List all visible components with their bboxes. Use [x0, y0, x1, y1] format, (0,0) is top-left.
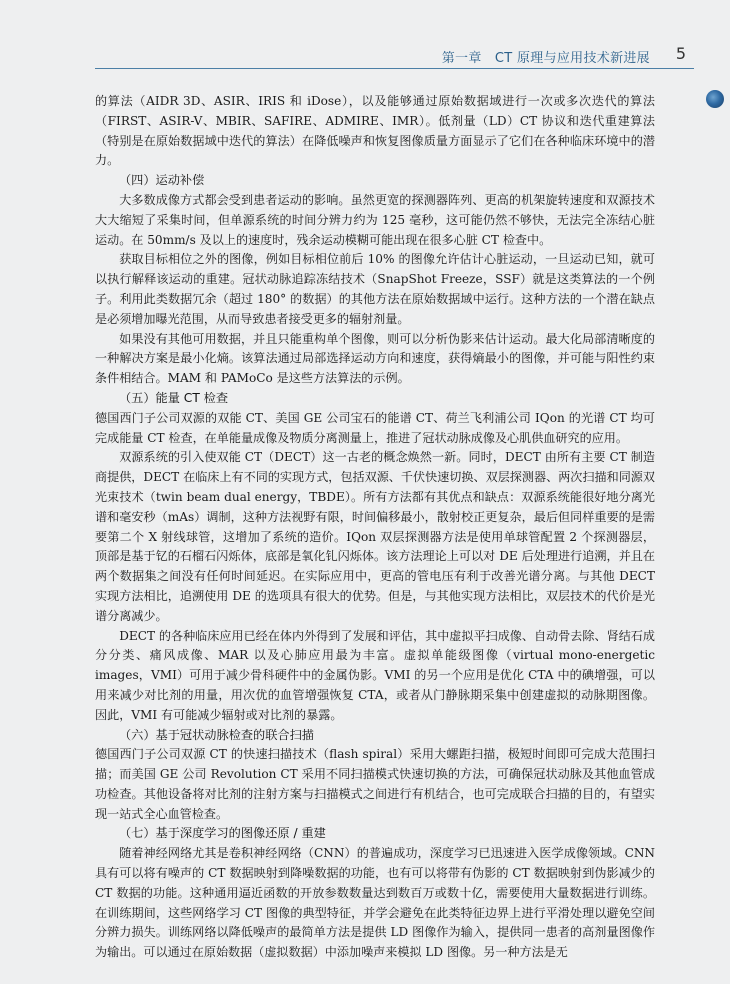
section-heading-energy-ct: （五）能量 CT 检查	[119, 390, 229, 405]
body-text	[95, 92, 655, 963]
header-divider	[95, 68, 694, 69]
paragraph: 大多数成像方式都会受到患者运动的影响。虽然更宽的探测器阵列、更高的机架旋转速度和双源技术大大缩短了采集时间，但单源系统的时间分辨力约为 125 毫秒，这可能仍然不够快，无法完全冻结心脏运动。在 50mm/s 及以上的速度时，残余运动模糊可能出现在很多心脏 CT 检查中。	[95, 192, 655, 247]
paragraph: 双源系统的引入使双能 CT（DECT）这一古老的概念焕然一新。同时，DECT 由所有主要 CT 制造商提供，DECT 在临床上有不同的实现方式，包括双源、千伏快速切换、双层探测器、两次扫描和同源双光束技术（twin beam dual energy，TBDE）。所有方法都有其优点和缺点：双源系统能很好地分离光谱和毫安秒（mAs）调制，这种方法视野有限，时间偏移最小，散射校正更复杂，最后但同样重要的是需要第二个 X 射线球管，这增加了系统的造价。IQon 双层探测器方法是使用单球管配置 2 个探测器层，顶部是基于钇的石榴石闪烁体，底部是氧化钆闪烁体。该方法理论上可以对 DE 后处理进行追溯，并且在两个数据集之间没有任何时间延迟。在实际应用中，更高的管电压有利于改善光谱分离。与其他 DECT 实现方法相比，追溯使用 DE 的选项具有很大的优势。但是，与其他实现方法相比，双层技术的代价是光谱分离减少。	[95, 450, 655, 623]
running-head-chapter-title: 第一章 CT 原理与应用技术新进展	[441, 51, 650, 66]
section-heading-deep-learning: （七）基于深度学习的图像还原 / 重建	[119, 826, 326, 841]
decorative-blue-dot	[706, 90, 724, 108]
section-heading-combined-scan: （六）基于冠状动脉检查的联合扫描	[119, 727, 314, 742]
paragraph: 随着神经网络尤其是卷积神经网络（CNN）的普遍成功，深度学习已迅速进入医学成像领域。CNN 具有可以将有噪声的 CT 数据映射到降噪数据的功能，也有可以将带有伪影的 CT 数据映射到伪影减少的 CT 数据的功能。这种通用逼近函数的开放参数数量达到数百万或数十亿，需要使用大量数据进行训练。在训练期间，这些网络学习 CT 图像的典型特征，并学会避免在此类特征边界上进行平滑处理以避免空间分辨力损失。训练网络以降低噪声的最简单方法是提供 LD 图像作为输入，提供同一患者的高剂量图像作为输出。可以通过在原始数据（虚拟数据）中添加噪声来模拟 LD 图像。另一种方法是无	[95, 846, 655, 960]
page-number: 5	[675, 44, 686, 63]
paragraph: DECT 的各种临床应用已经在体内外得到了发展和评估，其中虚拟平扫成像、自动骨去除、肾结石成分分类、痛风成像、MAR 以及心肺应用最为丰富。虚拟单能级图像（virtual mono-energetic images，VMI）可用于减少骨科硬件中的金属伪影。VMI 的另一个应用是优化 CTA 中的碘增强，可以用来减少对比剂的用量，用次优的血管增强恢复 CTA，或者从门静脉期采集中创建虚拟的动脉期图像。因此，VMI 有可能减少辐射或对比剂的暴露。	[95, 628, 655, 722]
paragraph: 获取目标相位之外的图像，例如目标相位前后 10% 的图像允许估计心脏运动，一旦运动已知，就可以执行解释该运动的重建。冠状动脉追踪冻结技术（SnapShot Freeze，SSF）就是这类算法的一个例子。利用此类数据冗余（超过 180° 的数据）的其他方法在原始数据域中运行。这种方法的一个潜在缺点是必须增加曝光范围，从而导致患者接受更多的辐射剂量。	[95, 252, 655, 326]
paragraph: 如果没有其他可用数据，并且只能重构单个图像，则可以分析伪影来估计运动。最大化局部清晰度的一种解决方案是最小化熵。该算法通过局部选择运动方向和速度，获得熵最小的图像，并可能与阳性约束条件相结合。MAM 和 PAMoCo 是这些方法算法的示例。	[95, 331, 655, 386]
paragraph: 德国西门子公司双源 CT 的快速扫描技术（flash spiral）采用大螺距扫描，极短时间即可完成大范围扫描；而美国 GE 公司 Revolution CT 采用不同扫描模式快速切换的方法，可确保冠状动脉及其他血管成功检查。其他设备将对比剂的注射方案与扫描模式之间进行有机结合，也可完成联合扫描的目的，有望实现一站式全心血管检查。	[95, 747, 655, 821]
paragraph: 德国西门子公司双源的双能 CT、美国 GE 公司宝石的能谱 CT、荷兰飞利浦公司 IQon 的光谱 CT 均可完成能量 CT 检查，在单能量成像及物质分离测量上，推进了冠状动脉成像及心肌供血研究的应用。	[95, 410, 655, 445]
page-header	[0, 0, 730, 72]
section-heading-motion-compensation: （四）运动补偿	[119, 173, 205, 188]
paragraph: 的算法（AIDR 3D、ASIR、IRIS 和 iDose），以及能够通过原始数据域进行一次或多次迭代的算法（FIRST、ASIR-V、MBIR、SAFIRE、ADMIRE、IMR）。低剂量（LD）CT 协议和迭代重建算法（特别是在原始数据域中迭代的算法）在降低噪声和恢复图像质量方面显示了它们在各种临床环境中的潜力。	[95, 94, 655, 168]
